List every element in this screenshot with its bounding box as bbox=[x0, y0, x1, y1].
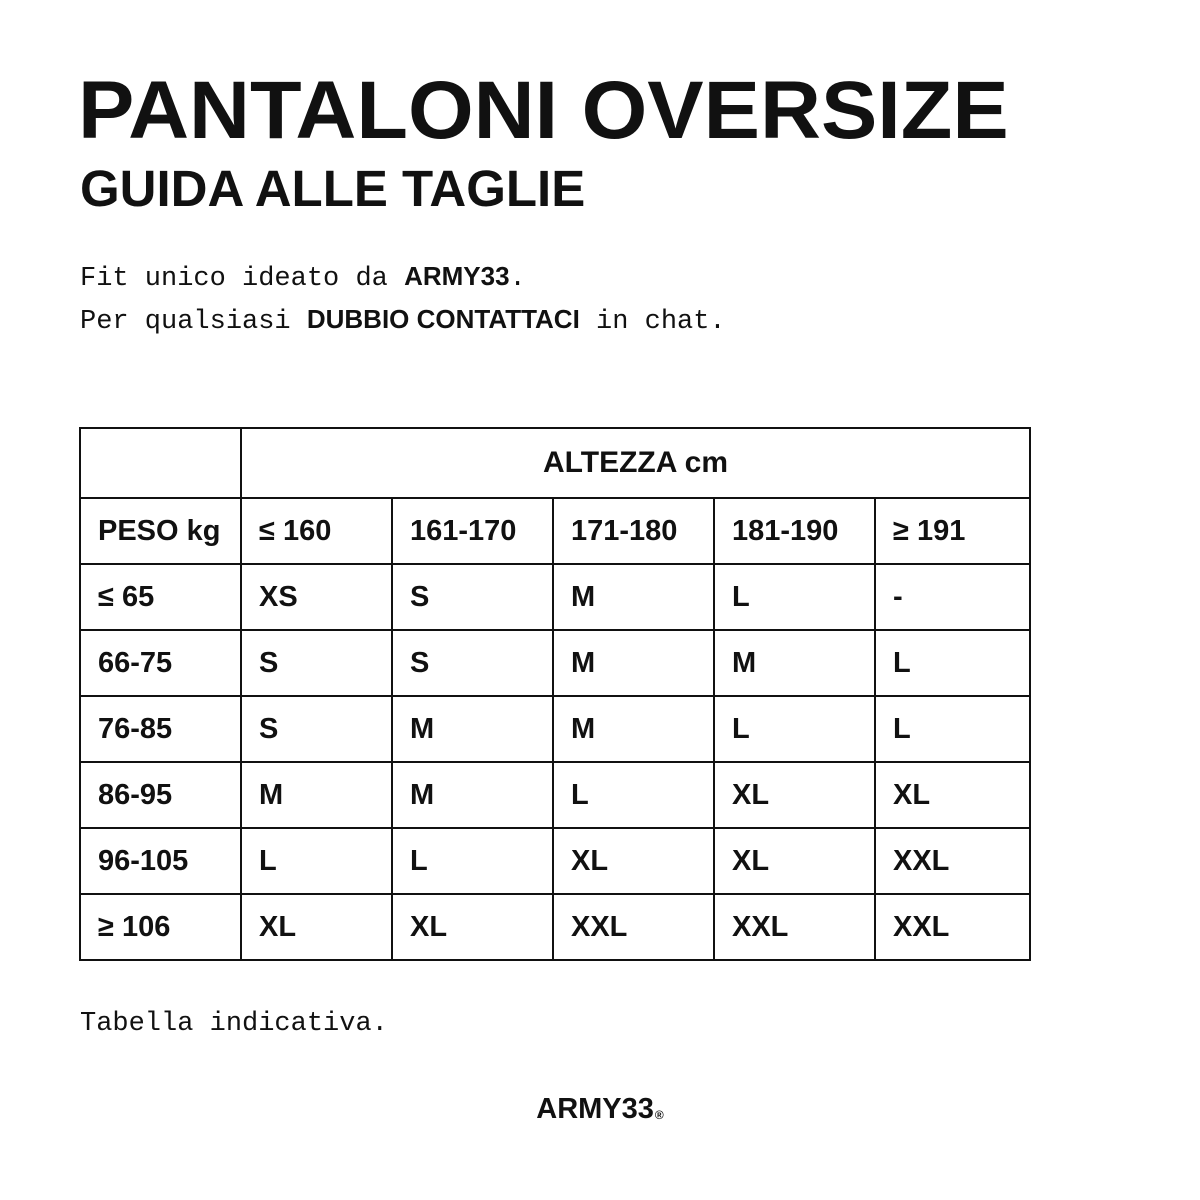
height-column-header: 181-190 bbox=[714, 498, 875, 564]
table-row bbox=[80, 696, 1030, 762]
table-row bbox=[80, 564, 1030, 630]
page-subtitle: GUIDA ALLE TAGLIE bbox=[80, 160, 586, 217]
registered-mark-icon: ® bbox=[654, 1108, 664, 1122]
height-column-header: 171-180 bbox=[553, 498, 714, 564]
weight-range-cell: 66-75 bbox=[80, 630, 241, 696]
size-cell: M bbox=[553, 696, 714, 762]
size-cell: S bbox=[392, 630, 553, 696]
table-row bbox=[80, 630, 1030, 696]
weight-range-cell: 76-85 bbox=[80, 696, 241, 762]
height-column-header: 161-170 bbox=[392, 498, 553, 564]
size-cell: S bbox=[241, 630, 392, 696]
intro-contact-emphasis: DUBBIO CONTATTACI bbox=[306, 304, 580, 334]
size-cell: L bbox=[714, 564, 875, 630]
brand-wordmark: ARMY33 bbox=[536, 1093, 654, 1125]
weight-range-cell: 86-95 bbox=[80, 762, 241, 828]
intro-line-1-end: . bbox=[509, 264, 526, 294]
size-cell: XXL bbox=[714, 894, 875, 960]
table-row bbox=[80, 894, 1030, 960]
size-cell: XL bbox=[241, 894, 392, 960]
size-cell: L bbox=[714, 696, 875, 762]
size-cell: L bbox=[241, 828, 392, 894]
size-cell: M bbox=[241, 762, 392, 828]
height-column-header: ≥ 191 bbox=[875, 498, 1030, 564]
size-cell: XL bbox=[553, 828, 714, 894]
table-row bbox=[80, 762, 1030, 828]
brand-logo bbox=[0, 1093, 1200, 1126]
intro-text bbox=[80, 256, 726, 342]
size-cell: XS bbox=[241, 564, 392, 630]
size-cell: XXL bbox=[553, 894, 714, 960]
size-cell: XL bbox=[392, 894, 553, 960]
size-cell: XL bbox=[714, 828, 875, 894]
size-cell: L bbox=[392, 828, 553, 894]
page-title: PANTALONI OVERSIZE bbox=[78, 65, 1009, 156]
size-cell: L bbox=[875, 696, 1030, 762]
size-cell: XL bbox=[714, 762, 875, 828]
intro-brand-mention: ARMY33 bbox=[404, 261, 510, 291]
size-cell: XL bbox=[875, 762, 1030, 828]
size-cell: XXL bbox=[875, 828, 1030, 894]
size-cell: - bbox=[875, 564, 1030, 630]
size-chart-body bbox=[80, 428, 1030, 960]
height-column-header: ≤ 160 bbox=[241, 498, 392, 564]
height-columns-row bbox=[80, 498, 1030, 564]
size-cell: M bbox=[714, 630, 875, 696]
size-cell: L bbox=[553, 762, 714, 828]
weight-range-cell: ≥ 106 bbox=[80, 894, 241, 960]
size-cell: S bbox=[392, 564, 553, 630]
table-row bbox=[80, 828, 1030, 894]
size-chart-table bbox=[79, 427, 1031, 961]
size-cell: M bbox=[553, 564, 714, 630]
size-cell: M bbox=[392, 762, 553, 828]
size-cell: M bbox=[553, 630, 714, 696]
size-cell: XXL bbox=[875, 894, 1030, 960]
height-header: ALTEZZA cm bbox=[241, 428, 1030, 498]
intro-line-2 bbox=[80, 299, 726, 342]
weight-range-cell: ≤ 65 bbox=[80, 564, 241, 630]
height-header-row bbox=[80, 428, 1030, 498]
footnote: Tabella indicativa. bbox=[80, 1009, 388, 1039]
intro-line-2-end: in chat. bbox=[579, 307, 726, 337]
size-cell: L bbox=[875, 630, 1030, 696]
intro-line-2-text: Per qualsiasi bbox=[80, 307, 307, 337]
weight-header: PESO kg bbox=[80, 498, 241, 564]
size-cell: M bbox=[392, 696, 553, 762]
weight-range-cell: 96-105 bbox=[80, 828, 241, 894]
corner-cell bbox=[80, 428, 241, 498]
intro-line-1 bbox=[80, 256, 726, 299]
size-cell: S bbox=[241, 696, 392, 762]
intro-line-1-text: Fit unico ideato da bbox=[80, 264, 405, 294]
